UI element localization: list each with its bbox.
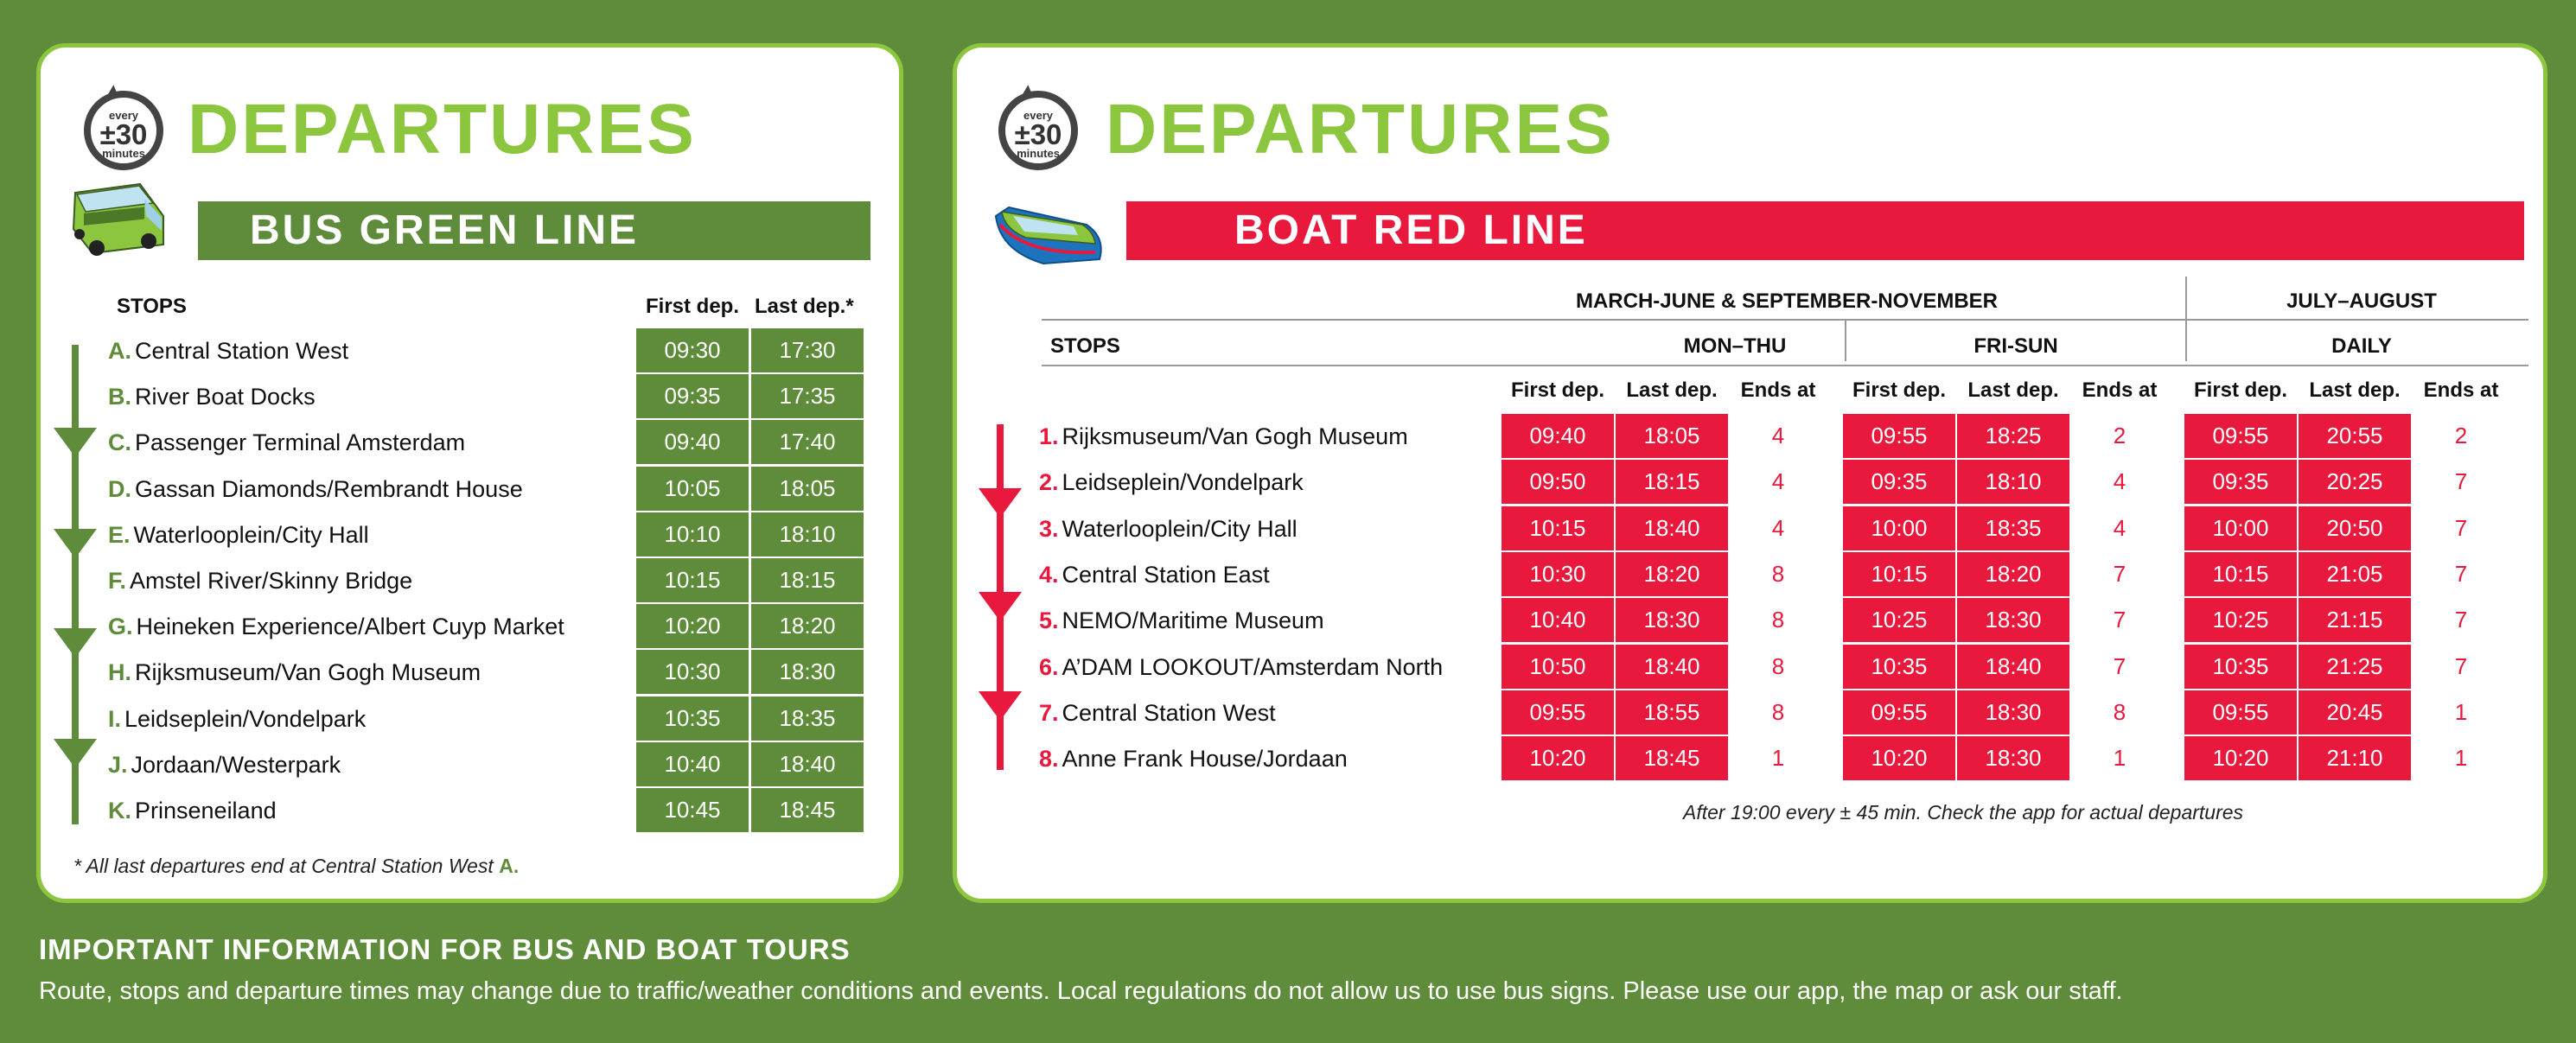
bus-footnote xyxy=(73,855,519,878)
bus-first-dep-cell: 10:40 xyxy=(636,742,749,786)
boat-stop-number: 2. xyxy=(1039,469,1059,496)
boat-ends-at-cell: 7 xyxy=(2454,607,2468,633)
boat-stop-name xyxy=(1039,697,1276,728)
bus-last-dep-cell: 18:45 xyxy=(751,788,864,832)
boat-departures-panel xyxy=(953,43,2547,903)
bus-stop-name xyxy=(108,519,369,550)
boat-stop-name xyxy=(1039,513,1298,544)
bus-last-dep-cell: 18:10 xyxy=(751,512,864,556)
boat-ends-at-cell: 7 xyxy=(2454,514,2468,541)
boat-last-dep-cell: 21:10 xyxy=(2299,736,2411,780)
clock-minutes-label: minutes xyxy=(102,147,145,160)
boat-first-dep-cell: 10:35 xyxy=(1843,645,1955,689)
boat-daily-header: DAILY xyxy=(2331,334,2392,358)
bus-first-dep-cell: 10:20 xyxy=(636,604,749,648)
bus-stop-letter: B. xyxy=(108,384,131,410)
boat-stop-number: 4. xyxy=(1039,561,1059,588)
bus-stop-letter: H. xyxy=(108,659,131,686)
bus-stop-name xyxy=(108,335,348,366)
bus-stop-label: River Boat Docks xyxy=(135,384,316,410)
bus-first-dep-cell: 09:30 xyxy=(636,328,749,372)
boat-last-dep-cell: 18:30 xyxy=(1957,690,2069,735)
bus-route-arrow-icon xyxy=(54,529,97,558)
boat-first-dep-cell: 09:35 xyxy=(2184,460,2297,504)
boat-first-dep-cell: 09:35 xyxy=(1843,460,1955,504)
important-info-text: Route, stops and departure times may change due to traffic/weather conditions and events. Local regulations do not allow us to use bus signs. Please use our app, the map or ask our staff. xyxy=(39,977,2123,1005)
boat-stop-number: 7. xyxy=(1039,699,1059,726)
clock-interval-label: ±30 xyxy=(99,118,148,150)
header-rule xyxy=(1042,319,2528,321)
boat-last-dep-cell: 18:30 xyxy=(1957,736,2069,780)
bus-first-dep-cell: 09:35 xyxy=(636,374,749,418)
boat-first-dep-cell: 10:25 xyxy=(1843,598,1955,642)
boat-stop-label: NEMO/Maritime Museum xyxy=(1062,607,1324,634)
boat-icon xyxy=(992,190,1108,272)
last-dep-header: Last dep. xyxy=(2309,378,2401,402)
days-divider xyxy=(1845,321,1846,361)
boat-first-dep-cell: 10:15 xyxy=(1502,506,1614,550)
boat-red-line-banner: BOAT RED LINE xyxy=(1126,201,2524,260)
boat-last-dep-cell: 18:30 xyxy=(1957,598,2069,642)
boat-ends-at-cell: 8 xyxy=(1771,698,1785,725)
bus-stop-label: Central Station West xyxy=(135,338,349,364)
bus-last-dep-cell: 18:05 xyxy=(751,467,864,511)
boat-ends-at-cell: 2 xyxy=(2454,423,2468,448)
boat-last-dep-cell: 20:55 xyxy=(2299,414,2411,458)
bus-first-dep-cell: 10:15 xyxy=(636,558,749,602)
boat-last-dep-cell: 18:05 xyxy=(1616,414,1728,458)
boat-stop-name xyxy=(1039,652,1443,683)
first-dep-header: First dep. xyxy=(1510,378,1604,402)
boat-ends-at-cell: 4 xyxy=(1771,423,1785,448)
boat-last-dep-cell: 20:25 xyxy=(2299,460,2411,504)
every-30-minutes-clock-icon xyxy=(998,91,1078,170)
bus-stop-name xyxy=(108,611,564,642)
bus-first-dep-cell: 10:30 xyxy=(636,650,749,694)
bus-stop-letter: J. xyxy=(108,751,128,778)
boat-ends-at-cell: 4 xyxy=(1771,468,1785,495)
boat-stop-label: Anne Frank House/Jordaan xyxy=(1062,746,1348,773)
boat-route-arrow-icon xyxy=(979,691,1022,721)
boat-ends-at-cell: 4 xyxy=(2113,468,2126,495)
boat-stop-label: Central Station East xyxy=(1062,561,1270,588)
boat-last-dep-cell: 18:15 xyxy=(1616,460,1728,504)
boat-ends-at-cell: 7 xyxy=(2113,652,2126,679)
boat-stops-header: STOPS xyxy=(1050,334,1120,358)
bus-first-dep-cell: 10:35 xyxy=(636,696,749,741)
ends-at-header: Ends at xyxy=(2082,378,2158,402)
bus-stop-letter: I. xyxy=(108,705,122,732)
bus-last-dep-cell: 17:40 xyxy=(751,420,864,464)
header-rule xyxy=(1042,365,2528,366)
bus-stop-label: Heineken Experience/Albert Cuyp Market xyxy=(136,614,564,640)
boat-stop-label: Rijksmuseum/Van Gogh Museum xyxy=(1062,423,1408,449)
boat-last-dep-cell: 18:25 xyxy=(1957,414,2069,458)
bus-last-dep-cell: 17:30 xyxy=(751,328,864,372)
boat-last-dep-cell: 18:20 xyxy=(1957,552,2069,596)
boat-stop-name xyxy=(1039,559,1270,590)
boat-first-dep-cell: 10:25 xyxy=(2184,598,2297,642)
boat-ends-at-cell: 7 xyxy=(2113,560,2126,587)
boat-departures-title: DEPARTURES xyxy=(1106,90,1615,169)
boat-ends-at-cell: 1 xyxy=(2454,745,2468,772)
bus-stop-letter: G. xyxy=(108,614,133,640)
bus-stop-letter: D. xyxy=(108,475,131,502)
ends-at-header: Ends at xyxy=(1740,378,1816,402)
bus-first-dep-cell: 09:40 xyxy=(636,420,749,464)
bus-green-line-banner: BUS GREEN LINE xyxy=(198,201,870,260)
boat-stop-name xyxy=(1039,467,1304,498)
bus-stop-label: Prinseneiland xyxy=(135,798,277,824)
bus-departures-panel xyxy=(36,43,903,903)
clock-every-label: every xyxy=(109,109,138,122)
boat-season-july-aug: JULY–AUGUST xyxy=(2286,289,2437,313)
boat-stop-name xyxy=(1039,605,1324,636)
first-dep-header: First dep. xyxy=(2193,378,2287,402)
every-30-minutes-clock-icon xyxy=(84,91,163,170)
bus-stop-label: Passenger Terminal Amsterdam xyxy=(135,429,466,456)
boat-stop-name xyxy=(1039,743,1348,774)
boat-first-dep-cell: 09:55 xyxy=(2184,690,2297,735)
boat-evening-note: After 19:00 every ± 45 min. Check the app for actual departures xyxy=(1683,801,2244,824)
boat-last-dep-cell: 18:40 xyxy=(1957,645,2069,689)
bus-last-dep-cell: 18:30 xyxy=(751,650,864,694)
bus-last-dep-cell: 18:40 xyxy=(751,742,864,786)
bus-stop-name xyxy=(108,657,481,688)
boat-route-arrow-icon xyxy=(979,592,1022,621)
boat-ends-at-cell: 8 xyxy=(1771,560,1785,587)
boat-route-arrow-icon xyxy=(979,488,1022,518)
boat-ends-at-cell: 7 xyxy=(2454,468,2468,495)
bus-stop-label: Rijksmuseum/Van Gogh Museum xyxy=(135,659,481,686)
boat-ends-at-cell: 2 xyxy=(2113,423,2126,448)
last-dep-header: Last dep. xyxy=(1626,378,1718,402)
boat-last-dep-cell: 18:20 xyxy=(1616,552,1728,596)
boat-last-dep-cell: 21:05 xyxy=(2299,552,2411,596)
boat-ends-at-cell: 4 xyxy=(2113,514,2126,541)
bus-stop-name xyxy=(108,749,341,780)
bus-last-dep-header: Last dep.* xyxy=(755,295,854,318)
boat-season-march-nov: MARCH-JUNE & SEPTEMBER-NOVEMBER xyxy=(1575,289,1999,313)
boat-stop-number: 1. xyxy=(1039,423,1059,449)
boat-ends-at-cell: 7 xyxy=(2113,607,2126,633)
boat-first-dep-cell: 10:35 xyxy=(2184,645,2297,689)
boat-first-dep-cell: 10:50 xyxy=(1502,645,1614,689)
bus-stop-name xyxy=(108,795,277,826)
bus-last-dep-cell: 18:35 xyxy=(751,696,864,741)
bus-icon xyxy=(67,177,170,259)
first-dep-header: First dep. xyxy=(1852,378,1946,402)
boat-last-dep-cell: 21:25 xyxy=(2299,645,2411,689)
boat-first-dep-cell: 10:00 xyxy=(2184,506,2297,550)
boat-last-dep-cell: 18:30 xyxy=(1616,598,1728,642)
boat-first-dep-cell: 09:40 xyxy=(1502,414,1614,458)
boat-stop-number: 6. xyxy=(1039,653,1059,680)
bus-stop-label: Leidseplein/Vondelpark xyxy=(124,705,367,732)
bus-first-dep-cell: 10:10 xyxy=(636,512,749,556)
boat-ends-at-cell: 1 xyxy=(2113,745,2126,772)
bus-route-arrow-icon xyxy=(54,739,97,768)
boat-last-dep-cell: 21:15 xyxy=(2299,598,2411,642)
boat-first-dep-cell: 10:20 xyxy=(1843,736,1955,780)
clock-interval-label: ±30 xyxy=(1014,118,1062,150)
boat-stop-label: A’DAM LOOKOUT/Amsterdam North xyxy=(1062,653,1444,680)
bus-stop-name xyxy=(108,427,465,458)
boat-ends-at-cell: 8 xyxy=(1771,607,1785,633)
boat-first-dep-cell: 10:15 xyxy=(1843,552,1955,596)
boat-stop-label: Leidseplein/Vondelpark xyxy=(1062,469,1304,496)
bus-stop-name xyxy=(108,381,316,412)
bus-stop-letter: A. xyxy=(108,338,131,364)
boat-first-dep-cell: 09:55 xyxy=(1843,414,1955,458)
boat-first-dep-cell: 09:50 xyxy=(1502,460,1614,504)
bus-stop-letter: C. xyxy=(108,429,131,456)
boat-last-dep-cell: 20:50 xyxy=(2299,506,2411,550)
boat-first-dep-cell: 10:15 xyxy=(2184,552,2297,596)
boat-stop-number: 8. xyxy=(1039,746,1059,773)
boat-ends-at-cell: 1 xyxy=(1771,745,1785,772)
boat-stop-label: Waterlooplein/City Hall xyxy=(1062,515,1298,542)
boat-first-dep-cell: 09:55 xyxy=(1502,690,1614,735)
important-info-title: IMPORTANT INFORMATION FOR BUS AND BOAT TOURS xyxy=(39,933,851,965)
bus-footnote-text: * All last departures end at Central Station West xyxy=(73,855,494,877)
boat-first-dep-cell: 10:20 xyxy=(1502,736,1614,780)
bus-stop-letter: F. xyxy=(108,568,127,594)
bus-departures-title: DEPARTURES xyxy=(188,90,697,169)
clock-minutes-label: minutes xyxy=(1017,147,1060,160)
bus-stop-label: Amstel River/Skinny Bridge xyxy=(130,568,413,594)
boat-mon-thu-header: MON–THU xyxy=(1683,334,1787,358)
boat-ends-at-cell: 4 xyxy=(1771,514,1785,541)
boat-last-dep-cell: 18:35 xyxy=(1957,506,2069,550)
boat-first-dep-cell: 10:20 xyxy=(2184,736,2297,780)
bus-route-arrow-icon xyxy=(54,628,97,658)
bus-stop-name xyxy=(108,703,366,735)
boat-first-dep-cell: 10:30 xyxy=(1502,552,1614,596)
bus-footnote-letter: A. xyxy=(499,855,520,877)
boat-first-dep-cell: 09:55 xyxy=(2184,414,2297,458)
boat-last-dep-cell: 20:45 xyxy=(2299,690,2411,735)
boat-last-dep-cell: 18:45 xyxy=(1616,736,1728,780)
boat-last-dep-cell: 18:10 xyxy=(1957,460,2069,504)
boat-first-dep-cell: 10:00 xyxy=(1843,506,1955,550)
bus-last-dep-cell: 18:15 xyxy=(751,558,864,602)
bus-last-dep-cell: 18:20 xyxy=(751,604,864,648)
boat-ends-at-cell: 8 xyxy=(2113,698,2126,725)
boat-first-dep-cell: 09:55 xyxy=(1843,690,1955,735)
ends-at-header: Ends at xyxy=(2423,378,2499,402)
bus-first-dep-header: First dep. xyxy=(646,295,740,318)
boat-fri-sun-header: FRI-SUN xyxy=(1973,334,2058,358)
boat-ends-at-cell: 1 xyxy=(2454,698,2468,725)
boat-last-dep-cell: 18:40 xyxy=(1616,645,1728,689)
boat-ends-at-cell: 7 xyxy=(2454,560,2468,587)
boat-ends-at-cell: 8 xyxy=(1771,652,1785,679)
bus-stop-letter: E. xyxy=(108,521,131,548)
bus-stop-label: Waterlooplein/City Hall xyxy=(133,521,369,548)
bus-stop-label: Jordaan/Westerpark xyxy=(131,751,341,778)
bus-stop-name xyxy=(108,474,523,505)
bus-route-arrow-icon xyxy=(54,428,97,457)
boat-stop-name xyxy=(1039,421,1408,452)
boat-last-dep-cell: 18:40 xyxy=(1616,506,1728,550)
bus-stops-header: STOPS xyxy=(117,295,187,318)
boat-stop-number: 5. xyxy=(1039,607,1059,634)
boat-stop-label: Central Station West xyxy=(1062,699,1276,726)
boat-first-dep-cell: 10:40 xyxy=(1502,598,1614,642)
last-dep-header: Last dep. xyxy=(1967,378,2059,402)
boat-stop-number: 3. xyxy=(1039,515,1059,542)
clock-every-label: every xyxy=(1023,109,1053,122)
boat-ends-at-cell: 7 xyxy=(2454,652,2468,679)
bus-stop-letter: K. xyxy=(108,798,131,824)
bus-last-dep-cell: 17:35 xyxy=(751,374,864,418)
bus-first-dep-cell: 10:05 xyxy=(636,467,749,511)
boat-last-dep-cell: 18:55 xyxy=(1616,690,1728,735)
bus-stop-name xyxy=(108,565,412,596)
bus-stop-label: Gassan Diamonds/Rembrandt House xyxy=(135,475,523,502)
bus-first-dep-cell: 10:45 xyxy=(636,788,749,832)
